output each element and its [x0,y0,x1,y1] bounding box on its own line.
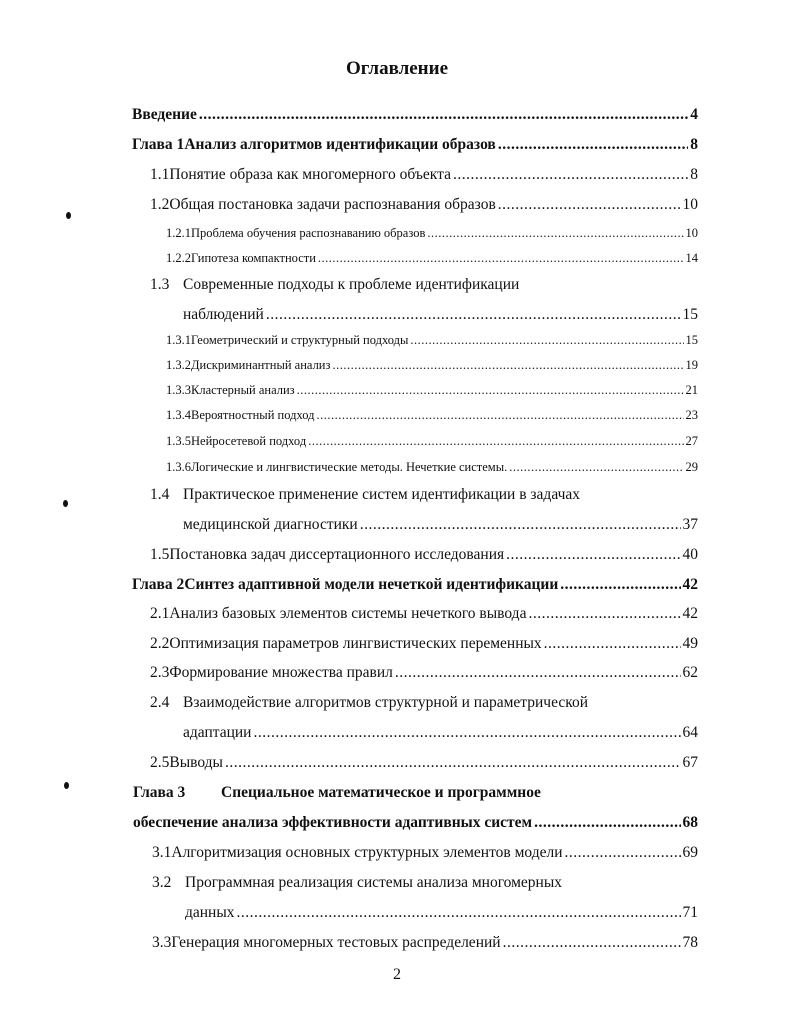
toc-entry-title: Анализ базовых элементов системы нечеткого вывода [169,605,527,622]
toc-entry-title: Постановка задач диссертационного исследования [169,546,505,563]
toc-entry-chapter-2[interactable] [132,576,698,594]
dot-leader [237,904,681,920]
dot-leader [297,383,684,396]
toc-entry-introduction[interactable] [132,106,698,124]
toc-entry-subsection[interactable] [166,226,698,241]
toc-section-number: 3.1 [152,844,172,861]
toc-entry-subsection[interactable] [166,333,698,348]
margin-mark [66,212,71,219]
toc-section-number: 1.1 [150,166,170,183]
toc-entry-subsection[interactable] [166,408,698,423]
toc-entry-title-continuation: медицинской диагностики [183,516,358,533]
dot-leader [503,934,681,950]
toc-entry-section-first-line[interactable] [152,874,562,892]
toc-entry-title: Дискриминантный анализ [191,358,331,372]
toc-entry-title: Специальное математическое и программное [221,784,541,801]
toc-page-number: 29 [685,460,698,474]
dot-leader [534,814,680,830]
toc-entry-label: Введение [132,106,197,123]
toc-page-number: 8 [690,166,698,183]
toc-entry-title: Нейросетевой подход [191,434,307,448]
page-title: Оглавление [345,58,449,79]
toc-page-number: 23 [685,408,698,422]
toc-entry-title: Анализ алгоритмов идентификации образов [184,136,496,153]
dot-leader [317,408,684,421]
toc-entry-title: Синтез адаптивной модели нечеткой идентификации [184,576,559,593]
toc-page-number: 19 [685,358,698,372]
toc-page-number: 68 [682,814,698,831]
toc-subsection-number: 1.2.2 [166,251,191,265]
toc-entry-section[interactable] [150,605,698,623]
toc-entry-section-continuation[interactable] [183,724,698,742]
toc-entry-title: Современные подходы к проблеме идентификации [183,276,520,293]
toc-page-number: 37 [682,516,698,533]
toc-entry-subsection[interactable] [166,358,698,373]
margin-mark [63,500,68,507]
toc-page-number: 42 [682,576,698,593]
toc-page-number: 71 [682,904,698,921]
toc-entry-title: Понятие образа как многомерного объекта [169,166,451,183]
toc-page-number: 49 [682,635,698,652]
toc-entry-chapter-3-first-line[interactable] [133,784,541,802]
toc-subsection-number: 1.3.6 [166,460,191,474]
toc-section-number: 1.2 [150,196,170,213]
dot-leader [427,226,683,239]
toc-subsection-number: 1.3.5 [166,434,191,448]
toc-section-number: 1.5 [150,546,170,563]
toc-page-number: 4 [690,106,698,123]
toc-entry-title-continuation: данных [185,904,235,921]
dot-leader [318,251,684,264]
dot-leader [308,434,683,447]
toc-entry-section[interactable] [150,635,698,653]
dot-leader [498,196,681,212]
dot-leader [509,460,683,473]
toc-page-number: 40 [682,546,698,563]
toc-entry-section[interactable] [150,546,698,564]
toc-entry-section-continuation[interactable] [185,904,698,922]
toc-entry-title: Взаимодействие алгоритмов структурной и параметрической [183,694,589,711]
dot-leader [395,664,681,680]
dot-leader [560,576,680,592]
toc-entry-title: Вероятностный подход [191,408,315,422]
toc-chapter-number: Глава 2 [132,576,185,593]
toc-entry-chapter-1[interactable] [132,136,698,154]
toc-section-number: 3.3 [152,934,172,951]
toc-section-number: 3.2 [152,874,172,891]
toc-subsection-number: 1.3.2 [166,358,191,372]
dot-leader [225,754,681,770]
dot-leader [332,358,683,371]
toc-section-number: 2.2 [150,635,170,652]
toc-entry-title: Гипотеза компактности [191,251,316,265]
dot-leader [453,166,688,182]
toc-section-number: 2.5 [150,754,170,771]
toc-page-number: 69 [682,844,698,861]
toc-page-number: 8 [690,136,698,153]
toc-entry-title-continuation: обеспечение анализа эффективности адаптивных систем [133,814,533,831]
dot-leader [410,333,683,346]
dot-leader [544,635,681,651]
toc-page-number: 67 [682,754,698,771]
toc-section-number: 1.3 [150,276,170,293]
toc-page-number: 64 [682,724,698,741]
toc-page-number: 10 [682,196,698,213]
toc-entry-title-continuation: адаптации [183,724,252,741]
toc-page-number: 42 [682,605,698,622]
toc-entry-section[interactable] [150,196,698,214]
toc-entry-section[interactable] [150,664,698,682]
toc-page-number: 78 [682,934,698,951]
toc-entry-title: Алгоритмизация основных структурных элементов модели [171,844,563,861]
toc-section-number: 2.4 [150,694,170,711]
toc-page-number: 10 [685,226,698,240]
toc-entry-section-first-line[interactable] [150,486,580,504]
toc-page-number: 21 [685,383,698,397]
toc-entry-title-continuation: наблюдений [183,306,264,323]
dot-leader [199,106,688,122]
page-number: 2 [393,966,401,983]
toc-entry-chapter-3-continuation[interactable] [133,814,698,832]
toc-entry-subsection[interactable] [166,383,698,398]
toc-page-number: 15 [685,333,698,347]
toc-entry-title: Геометрический и структурный подходы [191,333,409,347]
margin-mark [64,782,69,789]
toc-section-number: 2.3 [150,664,170,681]
dot-leader [360,516,681,532]
toc-entry-section-first-line[interactable] [150,276,519,294]
toc-chapter-number: Глава 3 [133,784,186,801]
toc-entry-section-first-line[interactable] [150,694,588,712]
dot-leader [253,724,680,740]
dot-leader [528,605,680,621]
toc-entry-section[interactable] [150,754,698,772]
toc-subsection-number: 1.3.3 [166,383,191,397]
toc-entry-subsection[interactable] [166,460,698,475]
toc-page-number: 27 [685,434,698,448]
toc-section-number: 2.1 [150,605,170,622]
toc-page-number: 15 [682,306,698,323]
toc-entry-section[interactable] [152,844,698,862]
toc-entry-title: Кластерный анализ [191,383,295,397]
toc-entry-subsection[interactable] [166,434,698,449]
toc-entry-title: Программная реализация системы анализа многомерных [185,874,563,891]
toc-entry-subsection[interactable] [166,251,698,266]
toc-entry-section[interactable] [150,166,698,184]
toc-entry-section-continuation[interactable] [183,516,698,534]
toc-entry-title: Общая постановка задачи распознавания образов [169,196,496,213]
toc-entry-title: Логические и лингвистические методы. Нечеткие системы. [191,460,508,474]
toc-entry-title: Проблема обучения распознаванию образов [191,226,426,240]
toc-section-number: 1.4 [150,486,170,503]
toc-chapter-number: Глава 1 [132,136,185,153]
dot-leader [498,136,688,152]
toc-entry-section[interactable] [152,934,698,952]
toc-page-number: 14 [685,251,698,265]
toc-page-number: 62 [682,664,698,681]
toc-entry-section-continuation[interactable] [183,306,698,324]
toc-subsection-number: 1.3.4 [166,408,191,422]
toc-entry-title: Оптимизация параметров лингвистических переменных [169,635,542,652]
dot-leader [506,546,680,562]
dot-leader [266,306,681,322]
toc-subsection-number: 1.2.1 [166,226,191,240]
toc-entry-title: Формирование множества правил [169,664,393,681]
toc-entry-title: Выводы [169,754,223,771]
toc-entry-title: Генерация многомерных тестовых распределений [171,934,501,951]
toc-entry-title: Практическое применение систем идентификации в задачах [183,486,580,503]
dot-leader [565,844,681,860]
toc-subsection-number: 1.3.1 [166,333,191,347]
